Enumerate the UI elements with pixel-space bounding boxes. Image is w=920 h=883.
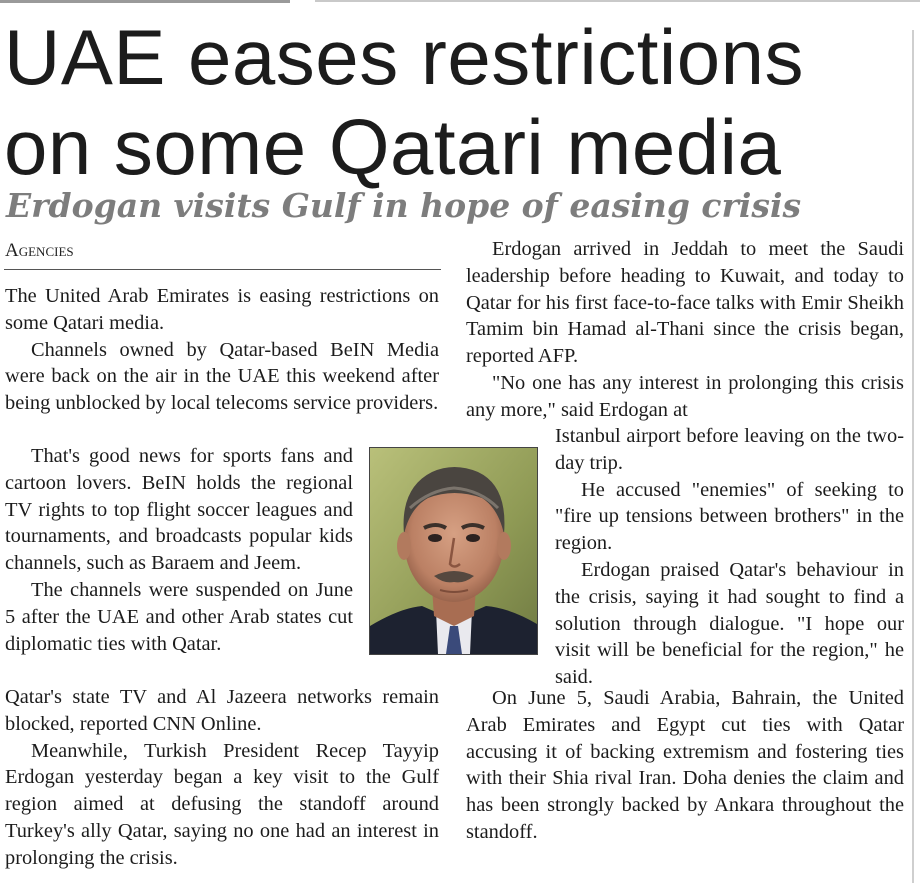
paragraph: Qatar's state TV and Al Jazeera networks remain blocked, reported CNN Online.	[5, 686, 439, 735]
byline-divider	[4, 269, 441, 270]
paragraph: Erdogan praised Qatar's behaviour in the crisis, saying it had sought to find a solution through dialogue. "I hope our visit will be beneficial for the region," he said.	[555, 558, 904, 689]
paragraph: He accused "enemies" of seeking to "fire up tensions between brothers" in the region.	[555, 478, 904, 555]
subheadline: Erdogan visits Gulf in hope of easing crisis	[6, 186, 802, 225]
left-column-beside-photo	[5, 443, 353, 657]
paragraph: The United Arab Emirates is easing restrictions on some Qatari media.	[5, 285, 439, 334]
paragraph: Channels owned by Qatar-based BeIN Media were back on the air in the UAE this weekend after being unblocked by local telecoms service providers.	[5, 338, 439, 415]
top-rule-right	[315, 0, 920, 2]
paragraph: That's good news for sports fans and cartoon lovers. BeIN holds the regional TV rights to top flight soccer leagues and tournaments, and broadcasts popular kids channels, such as Baraem and Jeem.	[5, 445, 353, 575]
erdogan-portrait-photo	[369, 447, 538, 655]
paragraph: "No one has any interest in prolonging this crisis any more," said Erdogan at	[466, 371, 904, 421]
right-column-beside-photo	[555, 423, 904, 691]
left-column-top	[5, 283, 439, 417]
left-column-bottom	[5, 684, 439, 872]
paragraph: Istanbul airport before leaving on the two-day trip.	[555, 425, 904, 474]
paragraph: Erdogan arrived in Jeddah to meet the Saudi leadership before heading to Kuwait, and today to Qatar for his first face-to-face talks with Emir Sheikh Tamim bin Hamad al-Thani since the crisis began, reported AFP.	[466, 238, 904, 368]
headline: UAE eases restrictions on some Qatari media	[4, 13, 804, 191]
paragraph: Meanwhile, Turkish President Recep Tayyip Erdogan yesterday began a key visit to the Gulf region aimed at defusing the standoff around Turkey's ally Qatar, saying no one had an interest in prolonging the crisis.	[5, 739, 439, 869]
byline: Agencies	[5, 240, 74, 261]
column-edge-rule	[912, 30, 914, 883]
right-column-bottom	[466, 685, 904, 846]
top-rule-left	[0, 0, 290, 3]
paragraph: On June 5, Saudi Arabia, Bahrain, the United Arab Emirates and Egypt cut ties with Qatar accusing it of backing extremism and fostering ties with their Shia rival Iran. Doha denies the claim and has been strongly backed by Ankara throughout the standoff.	[466, 687, 904, 843]
paragraph: The channels were suspended on June 5 after the UAE and other Arab states cut diplomatic ties with Qatar.	[5, 578, 353, 655]
right-column-top	[466, 236, 904, 424]
